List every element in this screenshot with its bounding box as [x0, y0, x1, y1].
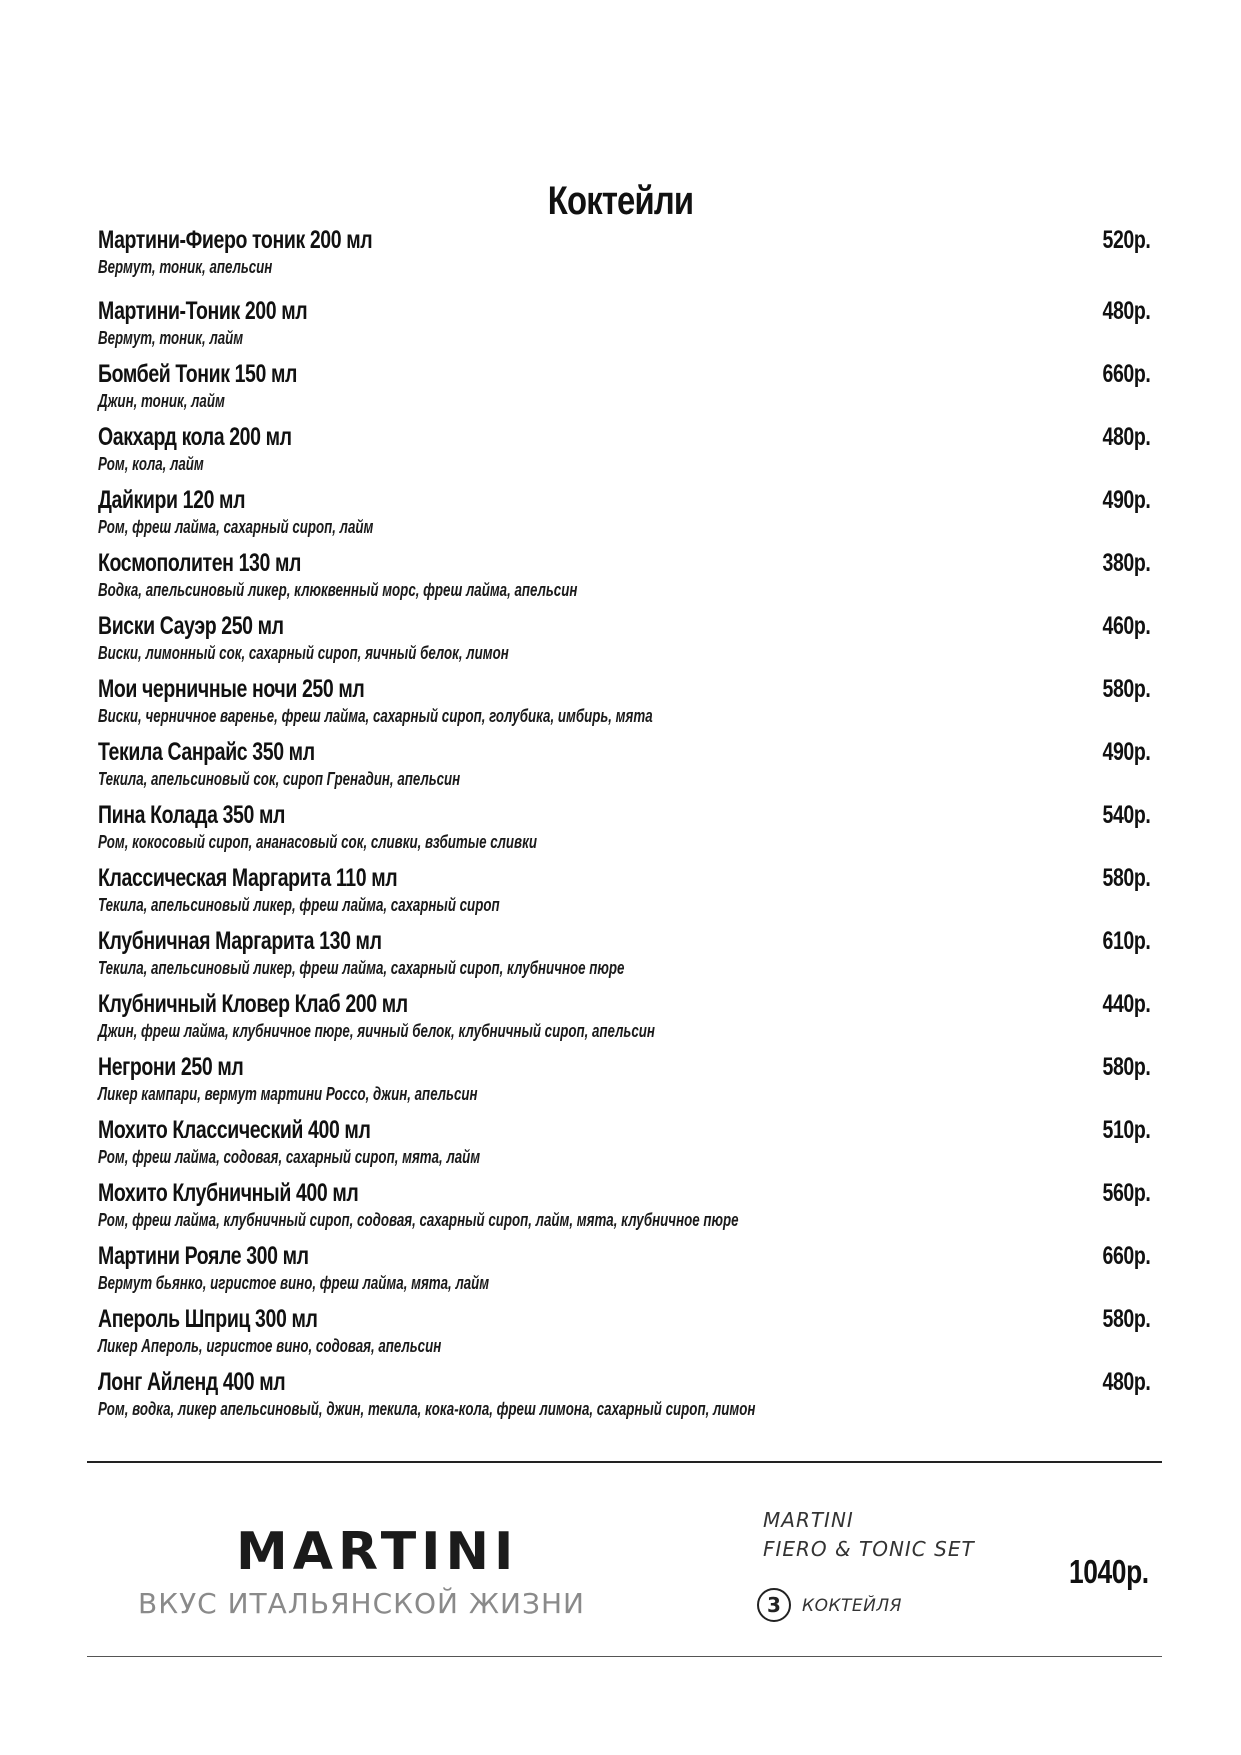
menu-item: [98, 927, 1150, 990]
menu-item-name: Пина Колада 350 мл: [98, 801, 285, 829]
menu-item-description: Текила, апельсиновый ликер, фреш лайма, сахарный сироп: [98, 895, 500, 915]
menu-item-name: Космополитен 130 мл: [98, 549, 302, 577]
menu-item-price: 580р.: [1102, 675, 1150, 703]
menu-item: [98, 675, 1150, 738]
menu-item-price: 580р.: [1102, 864, 1150, 892]
menu-item-price: 490р.: [1102, 738, 1150, 766]
menu-item-description: Ликер кампари, вермут мартини Россо, джин, апельсин: [98, 1084, 478, 1104]
menu-item-description: Ром, кола, лайм: [98, 454, 204, 474]
menu-item-description: Текила, апельсиновый ликер, фреш лайма, сахарный сироп, клубничное пюре: [98, 958, 625, 978]
menu-item: [98, 612, 1150, 675]
menu-item-description: Вермут, тоник, апельсин: [98, 257, 273, 277]
menu-item: [98, 801, 1150, 864]
menu-item-name: Мартини Рояле 300 мл: [98, 1242, 309, 1270]
menu-item-name: Бомбей Тоник 150 мл: [98, 360, 298, 388]
menu-item-description: Ром, фреш лайма, клубничный сироп, содовая, сахарный сироп, лайм, мята, клубничное пюре: [98, 1210, 739, 1230]
menu-item: [98, 1053, 1150, 1116]
menu-item-description: Ром, фреш лайма, сахарный сироп, лайм: [98, 517, 374, 537]
menu-item-name: Мои черничные ночи 250 мл: [98, 675, 365, 703]
menu-item-price: 610р.: [1102, 927, 1150, 955]
menu-item-price: 560р.: [1102, 1179, 1150, 1207]
set-title: FIERO & TONIC SET: [763, 1537, 975, 1561]
menu-item-name: Клубничная Маргарита 130 мл: [98, 927, 382, 955]
menu-item-name: Оакхард кола 200 мл: [98, 423, 292, 451]
set-price: 1040р.: [1069, 1553, 1149, 1590]
brand-slogan: ВКУС ИТАЛЬЯНСКОЙ ЖИЗНИ: [138, 1587, 585, 1620]
menu-item-name: Клубничный Кловер Клаб 200 мл: [98, 990, 408, 1018]
menu-item-price: 480р.: [1102, 1368, 1150, 1396]
menu-item-price: 480р.: [1102, 423, 1150, 451]
menu-item-name: Классическая Маргарита 110 мл: [98, 864, 398, 892]
menu-item-price: 580р.: [1102, 1305, 1150, 1333]
martini-logo: MARTINI: [236, 1522, 519, 1582]
menu-item-name: Мартини-Фиеро тоник 200 мл: [98, 226, 373, 254]
set-count-label: КОКТЕЙЛЯ: [802, 1596, 902, 1616]
menu-item-name: Апероль Шприц 300 мл: [98, 1305, 318, 1333]
menu-item-description: Водка, апельсиновый ликер, клюквенный морс, фреш лайма, апельсин: [98, 580, 578, 600]
menu-item-price: 440р.: [1102, 990, 1150, 1018]
menu-item-description: Джин, фреш лайма, клубничное пюре, яичный белок, клубничный сироп, апельсин: [98, 1021, 655, 1041]
menu-item: [98, 738, 1150, 801]
menu-item: [98, 360, 1150, 423]
menu-item-description: Ром, кокосовый сироп, ананасовый сок, сливки, взбитые сливки: [98, 832, 537, 852]
divider-bottom: [87, 1656, 1162, 1657]
menu-item-price: 540р.: [1102, 801, 1150, 829]
menu-item: [98, 423, 1150, 486]
menu-item: [98, 1242, 1150, 1305]
menu-item: [98, 990, 1150, 1053]
menu-item-name: Мохито Клубничный 400 мл: [98, 1179, 359, 1207]
menu-item-price: 380р.: [1102, 549, 1150, 577]
divider-top: [87, 1461, 1162, 1463]
menu-item-price: 580р.: [1102, 1053, 1150, 1081]
menu-item: [98, 1305, 1150, 1368]
menu-item: [98, 1179, 1150, 1242]
menu-item: [98, 864, 1150, 927]
menu-item: [98, 1368, 1150, 1431]
menu-item-name: Лонг Айленд 400 мл: [98, 1368, 286, 1396]
menu-item-description: Текила, апельсиновый сок, сироп Гренадин, апельсин: [98, 769, 461, 789]
menu-item-price: 660р.: [1102, 1242, 1150, 1270]
set-title-brand: MARTINI: [763, 1508, 854, 1532]
menu-item-name: Виски Сауэр 250 мл: [98, 612, 284, 640]
menu-item-description: Виски, лимонный сок, сахарный сироп, яичный белок, лимон: [98, 643, 509, 663]
menu-item-price: 490р.: [1102, 486, 1150, 514]
menu-item-description: Виски, черничное варенье, фреш лайма, сахарный сироп, голубика, имбирь, мята: [98, 706, 653, 726]
menu-item-name: Мартини-Тоник 200 мл: [98, 297, 308, 325]
menu-item-name: Негрони 250 мл: [98, 1053, 244, 1081]
menu-item-price: 480р.: [1102, 297, 1150, 325]
menu-item-description: Ром, фреш лайма, содовая, сахарный сироп, мята, лайм: [98, 1147, 481, 1167]
menu-item: [98, 549, 1150, 612]
cocktail-menu-list: [98, 226, 1150, 1431]
menu-item: [98, 486, 1150, 549]
menu-item-description: Джин, тоник, лайм: [98, 391, 225, 411]
menu-item-description: Ром, водка, ликер апельсиновый, джин, текила, кока-кола, фреш лимона, сахарный сироп, лимон: [98, 1399, 756, 1419]
menu-item-description: Ликер Апероль, игристое вино, содовая, апельсин: [98, 1336, 442, 1356]
menu-item-price: 660р.: [1102, 360, 1150, 388]
menu-item: [98, 226, 1150, 297]
menu-item: [98, 1116, 1150, 1179]
menu-item-name: Текила Санрайс 350 мл: [98, 738, 315, 766]
menu-item-description: Вермут бьянко, игристое вино, фреш лайма, мята, лайм: [98, 1273, 490, 1293]
menu-item-name: Мохито Классический 400 мл: [98, 1116, 371, 1144]
page-title: Коктейли: [547, 178, 694, 223]
menu-item-price: 460р.: [1102, 612, 1150, 640]
menu-item-price: 510р.: [1102, 1116, 1150, 1144]
menu-item-description: Вермут, тоник, лайм: [98, 328, 244, 348]
menu-item-name: Дайкири 120 мл: [98, 486, 246, 514]
set-count-badge: 3: [757, 1588, 791, 1622]
menu-item-price: 520р.: [1102, 226, 1150, 254]
menu-item: [98, 297, 1150, 360]
